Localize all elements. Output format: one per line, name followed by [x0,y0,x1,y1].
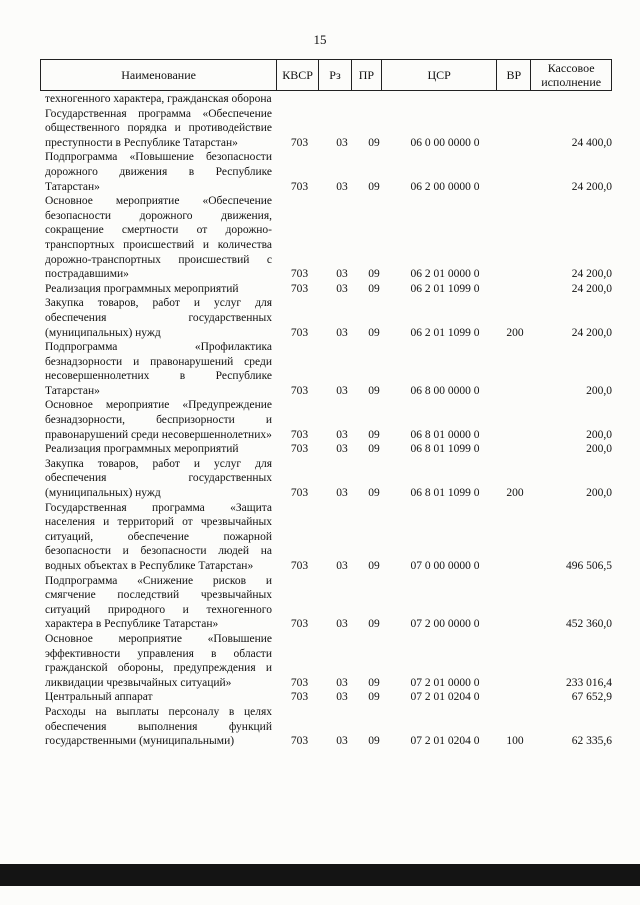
row-pr: 09 [368,384,380,397]
header-total: Кассовое исполнение [530,60,611,90]
row-pr: 09 [368,676,380,689]
row-csr: 06 8 01 0000 0 [410,428,480,441]
header-name: Наименование [121,68,196,82]
row-rz: 03 [336,443,348,456]
row-pr: 09 [368,180,380,193]
row-kvsr: 703 [290,676,309,689]
row-rz: 03 [336,487,348,500]
row-csr: 06 2 00 0000 0 [410,180,480,193]
row-kvsr: 703 [290,136,309,149]
row-amount: 496 506,5 [566,560,612,572]
table-row [40,690,612,705]
row-pr: 09 [368,326,380,339]
row-name: Расходы на выплаты персоналу в целях обеспечения выполнения функций государственными (муниципальными) [45,705,272,748]
row-name: техногенного характера, гражданская оборона [45,93,272,105]
row-kvsr: 703 [290,618,309,631]
row-kvsr: 703 [290,443,309,456]
row-amount: 200,0 [586,384,612,397]
scan-edge-bar [0,864,640,886]
row-amount: 233 016,4 [566,676,612,689]
table-row [40,442,612,457]
row-name: Подпрограмма «Профилактика безнадзорности и правонарушений среди несовершеннолетних в Республике Татарстан» [45,341,272,397]
row-kvsr: 703 [290,691,309,704]
row-rz: 03 [336,428,348,441]
row-rz: 03 [336,268,348,281]
row-rz: 03 [336,282,348,295]
table-header [40,59,612,91]
header-vr: ВР [496,60,530,90]
row-amount: 200,0 [586,428,612,441]
row-kvsr: 703 [290,487,309,500]
row-csr: 06 2 01 1099 0 [410,326,480,339]
row-amount: 200,0 [586,487,612,500]
row-amount: 452 360,0 [566,618,612,631]
row-rz: 03 [336,136,348,149]
row-pr: 09 [368,136,380,149]
row-csr: 06 2 01 0000 0 [410,268,480,281]
table-row [40,150,612,194]
row-csr: 06 2 01 1099 0 [410,282,480,295]
row-kvsr: 703 [290,384,309,397]
row-rz: 03 [336,691,348,704]
row-rz: 03 [336,326,348,339]
table-row [40,92,612,107]
row-vr: 200 [506,487,524,500]
row-vr: 100 [506,735,524,748]
table-row [40,398,612,442]
row-name: Государственная программа «Обеспечение общественного порядка и противодействие преступности в Республике Татарстан» [45,107,272,149]
row-csr: 06 8 00 0000 0 [410,384,480,397]
row-csr: 06 8 01 1099 0 [410,487,480,500]
row-pr: 09 [368,735,380,748]
row-amount: 24 200,0 [571,282,612,295]
row-amount: 24 400,0 [571,136,612,149]
table-row [40,501,612,574]
row-kvsr: 703 [290,428,309,441]
row-pr: 09 [368,268,380,281]
row-kvsr: 703 [290,282,309,295]
row-kvsr: 703 [290,180,309,193]
row-amount: 24 200,0 [571,268,612,281]
row-rz: 03 [336,180,348,193]
row-amount: 62 335,6 [571,735,612,748]
row-pr: 09 [368,487,380,500]
table-body [40,91,612,749]
row-name: Основное мероприятие «Повышение эффективности управления в области гражданской обороны, предупреждения и ликвидации чрезвычайных ситуаций» [45,632,272,689]
row-csr: 07 2 01 0204 0 [410,735,480,748]
header-rz: Рз [318,60,351,90]
row-kvsr: 703 [290,735,309,748]
row-rz: 03 [336,676,348,689]
row-pr: 09 [368,560,380,572]
row-pr: 09 [368,443,380,456]
header-csr: ЦСР [381,60,497,90]
row-amount: 200,0 [586,443,612,456]
row-csr: 07 2 01 0204 0 [410,691,480,704]
row-name: Основное мероприятие «Обеспечение безопасности дорожного движения, сокращение смертности от дорожно-транспортных происшествий и количества дорожно-транспортных происшествий с пострадавшими» [45,195,272,281]
row-kvsr: 703 [290,326,309,339]
row-name: Подпрограмма «Снижение рисков и смягчение последствий чрезвычайных ситуаций природного и техногенного характера в Республике Татарстан» [45,574,272,631]
table-row [40,574,612,632]
row-pr: 09 [368,618,380,631]
budget-table [40,59,612,749]
header-kvsr: КВСР [276,60,318,90]
table-row [40,107,612,151]
row-csr: 06 0 00 0000 0 [410,136,480,149]
table-row [40,705,612,749]
page-number: 15 [313,32,327,47]
row-name: Центральный аппарат [45,691,153,704]
row-name: Закупка товаров, работ и услуг для обеспечения государственных (муниципальных) нужд [45,297,272,339]
row-rz: 03 [336,735,348,748]
table-row [40,296,612,340]
row-name: Реализация программных мероприятий [45,282,239,295]
row-name: Реализация программных мероприятий [45,443,239,456]
row-amount: 24 200,0 [571,180,612,193]
row-csr: 06 8 01 1099 0 [410,443,480,456]
table-row [40,457,612,501]
header-pr: ПР [351,60,381,90]
row-pr: 09 [368,282,380,295]
row-kvsr: 703 [290,268,309,281]
table-row [40,194,612,282]
row-rz: 03 [336,560,348,572]
row-rz: 03 [336,618,348,631]
row-name: Закупка товаров, работ и услуг для обеспечения государственных (муниципальных) нужд [45,457,272,500]
row-pr: 09 [368,691,380,704]
row-csr: 07 2 01 0000 0 [410,676,480,689]
row-pr: 09 [368,428,380,441]
row-vr: 200 [506,326,524,339]
row-kvsr: 703 [290,560,309,572]
row-name: Основное мероприятие «Предупреждение безнадзорности, беспризорности и правонарушений среди несовершеннолетних» [45,399,272,441]
row-name: Подпрограмма «Повышение безопасности дорожного движения в Республике Татарстан» [45,151,272,193]
row-amount: 67 652,9 [571,691,612,704]
row-amount: 24 200,0 [571,326,612,339]
row-csr: 07 0 00 0000 0 [410,560,480,572]
table-row [40,340,612,398]
table-row [40,632,612,690]
row-name: Государственная программа «Защита населения и территорий от чрезвычайных ситуаций, обеспечение пожарной безопасности и безопасности людей на водных объектах в Республике Татарстан» [45,501,272,572]
row-csr: 07 2 00 0000 0 [410,618,480,631]
row-rz: 03 [336,384,348,397]
table-row [40,282,612,297]
